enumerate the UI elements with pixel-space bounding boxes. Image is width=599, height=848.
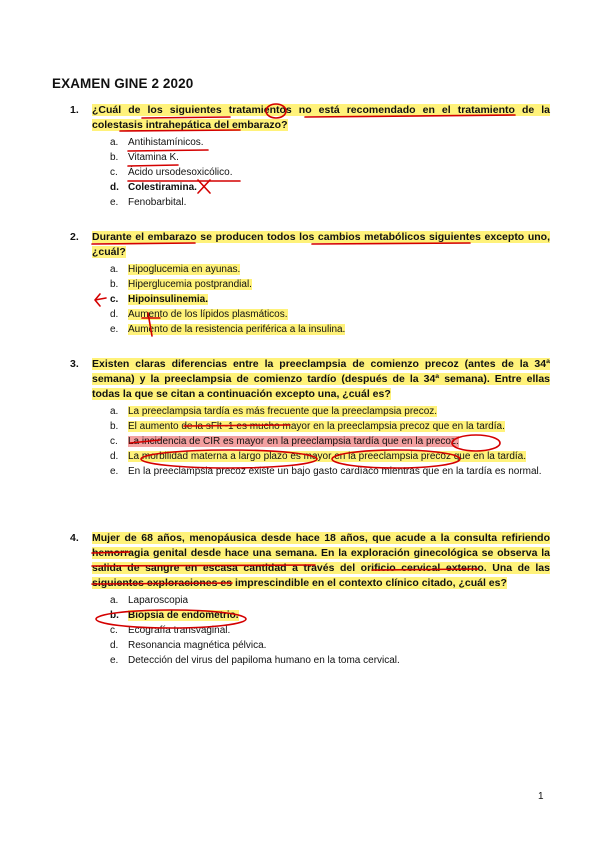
option-c: c. Ecografía transvaginal.: [110, 625, 231, 636]
page-number: 1: [538, 791, 544, 802]
option-c: c. Ácido ursodesoxicólico.: [110, 167, 233, 178]
option-e: e. Detección del virus del papiloma humano en la toma cervical.: [110, 655, 400, 666]
question-stem: [70, 531, 550, 591]
question-text: Durante el embarazo se producen todos los cambios metabólicos siguientes excepto uno, ¿cuál?: [92, 231, 550, 258]
option-d: d. Resonancia magnética pélvica.: [110, 640, 267, 651]
option-d: d. La morbilidad materna a largo plazo es mayor en la preeclampsia precoz que en la tardía.: [110, 451, 526, 462]
options-list: [70, 135, 550, 210]
options-list: [70, 593, 550, 668]
options-list: [70, 262, 550, 337]
option-c: c. Hipoinsulinemia.: [110, 294, 209, 305]
question-1: [70, 103, 550, 210]
question-3: [70, 357, 550, 479]
option-d: d. Aumento de los lípidos plasmáticos.: [110, 309, 288, 320]
option-a: a. Laparoscopia: [110, 595, 189, 606]
question-number: 2.: [70, 231, 79, 243]
question-stem: [70, 103, 550, 133]
option-d: d. Colestiramina.: [110, 182, 197, 193]
option-b: b. Vitamina K.: [110, 152, 179, 163]
question-text: Existen claras diferencias entre la preeclampsia de comienzo precoz (antes de la 34ª semana) y la preeclampsia de comienzo tardío (después de la 34ª semana). Entre ellas todas la que se citan a continuación excepto una, ¿cuál es?: [92, 358, 550, 400]
question-stem: [70, 230, 550, 260]
option-e: e. Aumento de la resistencia periférica a la insulina.: [110, 324, 346, 335]
option-e: e. En la preeclampsia precoz existe un bajo gasto cardíaco mientras que en la tardía es normal.: [110, 466, 542, 477]
question-text: Mujer de 68 años, menopáusica desde hace 18 años, que acude a la consulta refiriendo hemorragia genital desde hace una semana. En la exploración ginecológica se observa la salida de sangre en escasa cantidad a través del orificio cervical externo. Una de las siguientes exploraciones es imprescindible en el contexto clínico citado, ¿cuál es?: [92, 532, 550, 589]
question-number: 4.: [70, 532, 79, 544]
option-b: b. Hiperglucemia postprandial.: [110, 279, 252, 290]
option-e: e. Fenobarbital.: [110, 197, 187, 208]
question-text: ¿Cuál de los siguientes tratamientos no está recomendado en el tratamiento de la colestasis intrahepática del embarazo?: [92, 104, 550, 131]
question-2: [70, 230, 550, 337]
question-stem: [70, 357, 550, 402]
options-list: [70, 404, 550, 479]
question-4: [70, 531, 550, 668]
question-number: 3.: [70, 358, 79, 370]
option-b: b. El aumento de la sFlt -1 es mucho mayor en la preeclampsia precoz que en la tardía.: [110, 421, 505, 432]
option-a: a. La preeclampsia tardía es más frecuente que la preeclampsia precoz.: [110, 406, 438, 417]
option-b: b. Biopsia de endometrio.: [110, 610, 239, 621]
exam-title: EXAMEN GINE 2 2020: [52, 76, 194, 91]
question-number: 1.: [70, 104, 79, 116]
option-c: c. La incidencia de CIR es mayor en la preeclampsia tardía que en la precoz.: [110, 436, 459, 447]
option-a: a. Antihistamínicos.: [110, 137, 204, 148]
option-a: a. Hipoglucemia en ayunas.: [110, 264, 241, 275]
